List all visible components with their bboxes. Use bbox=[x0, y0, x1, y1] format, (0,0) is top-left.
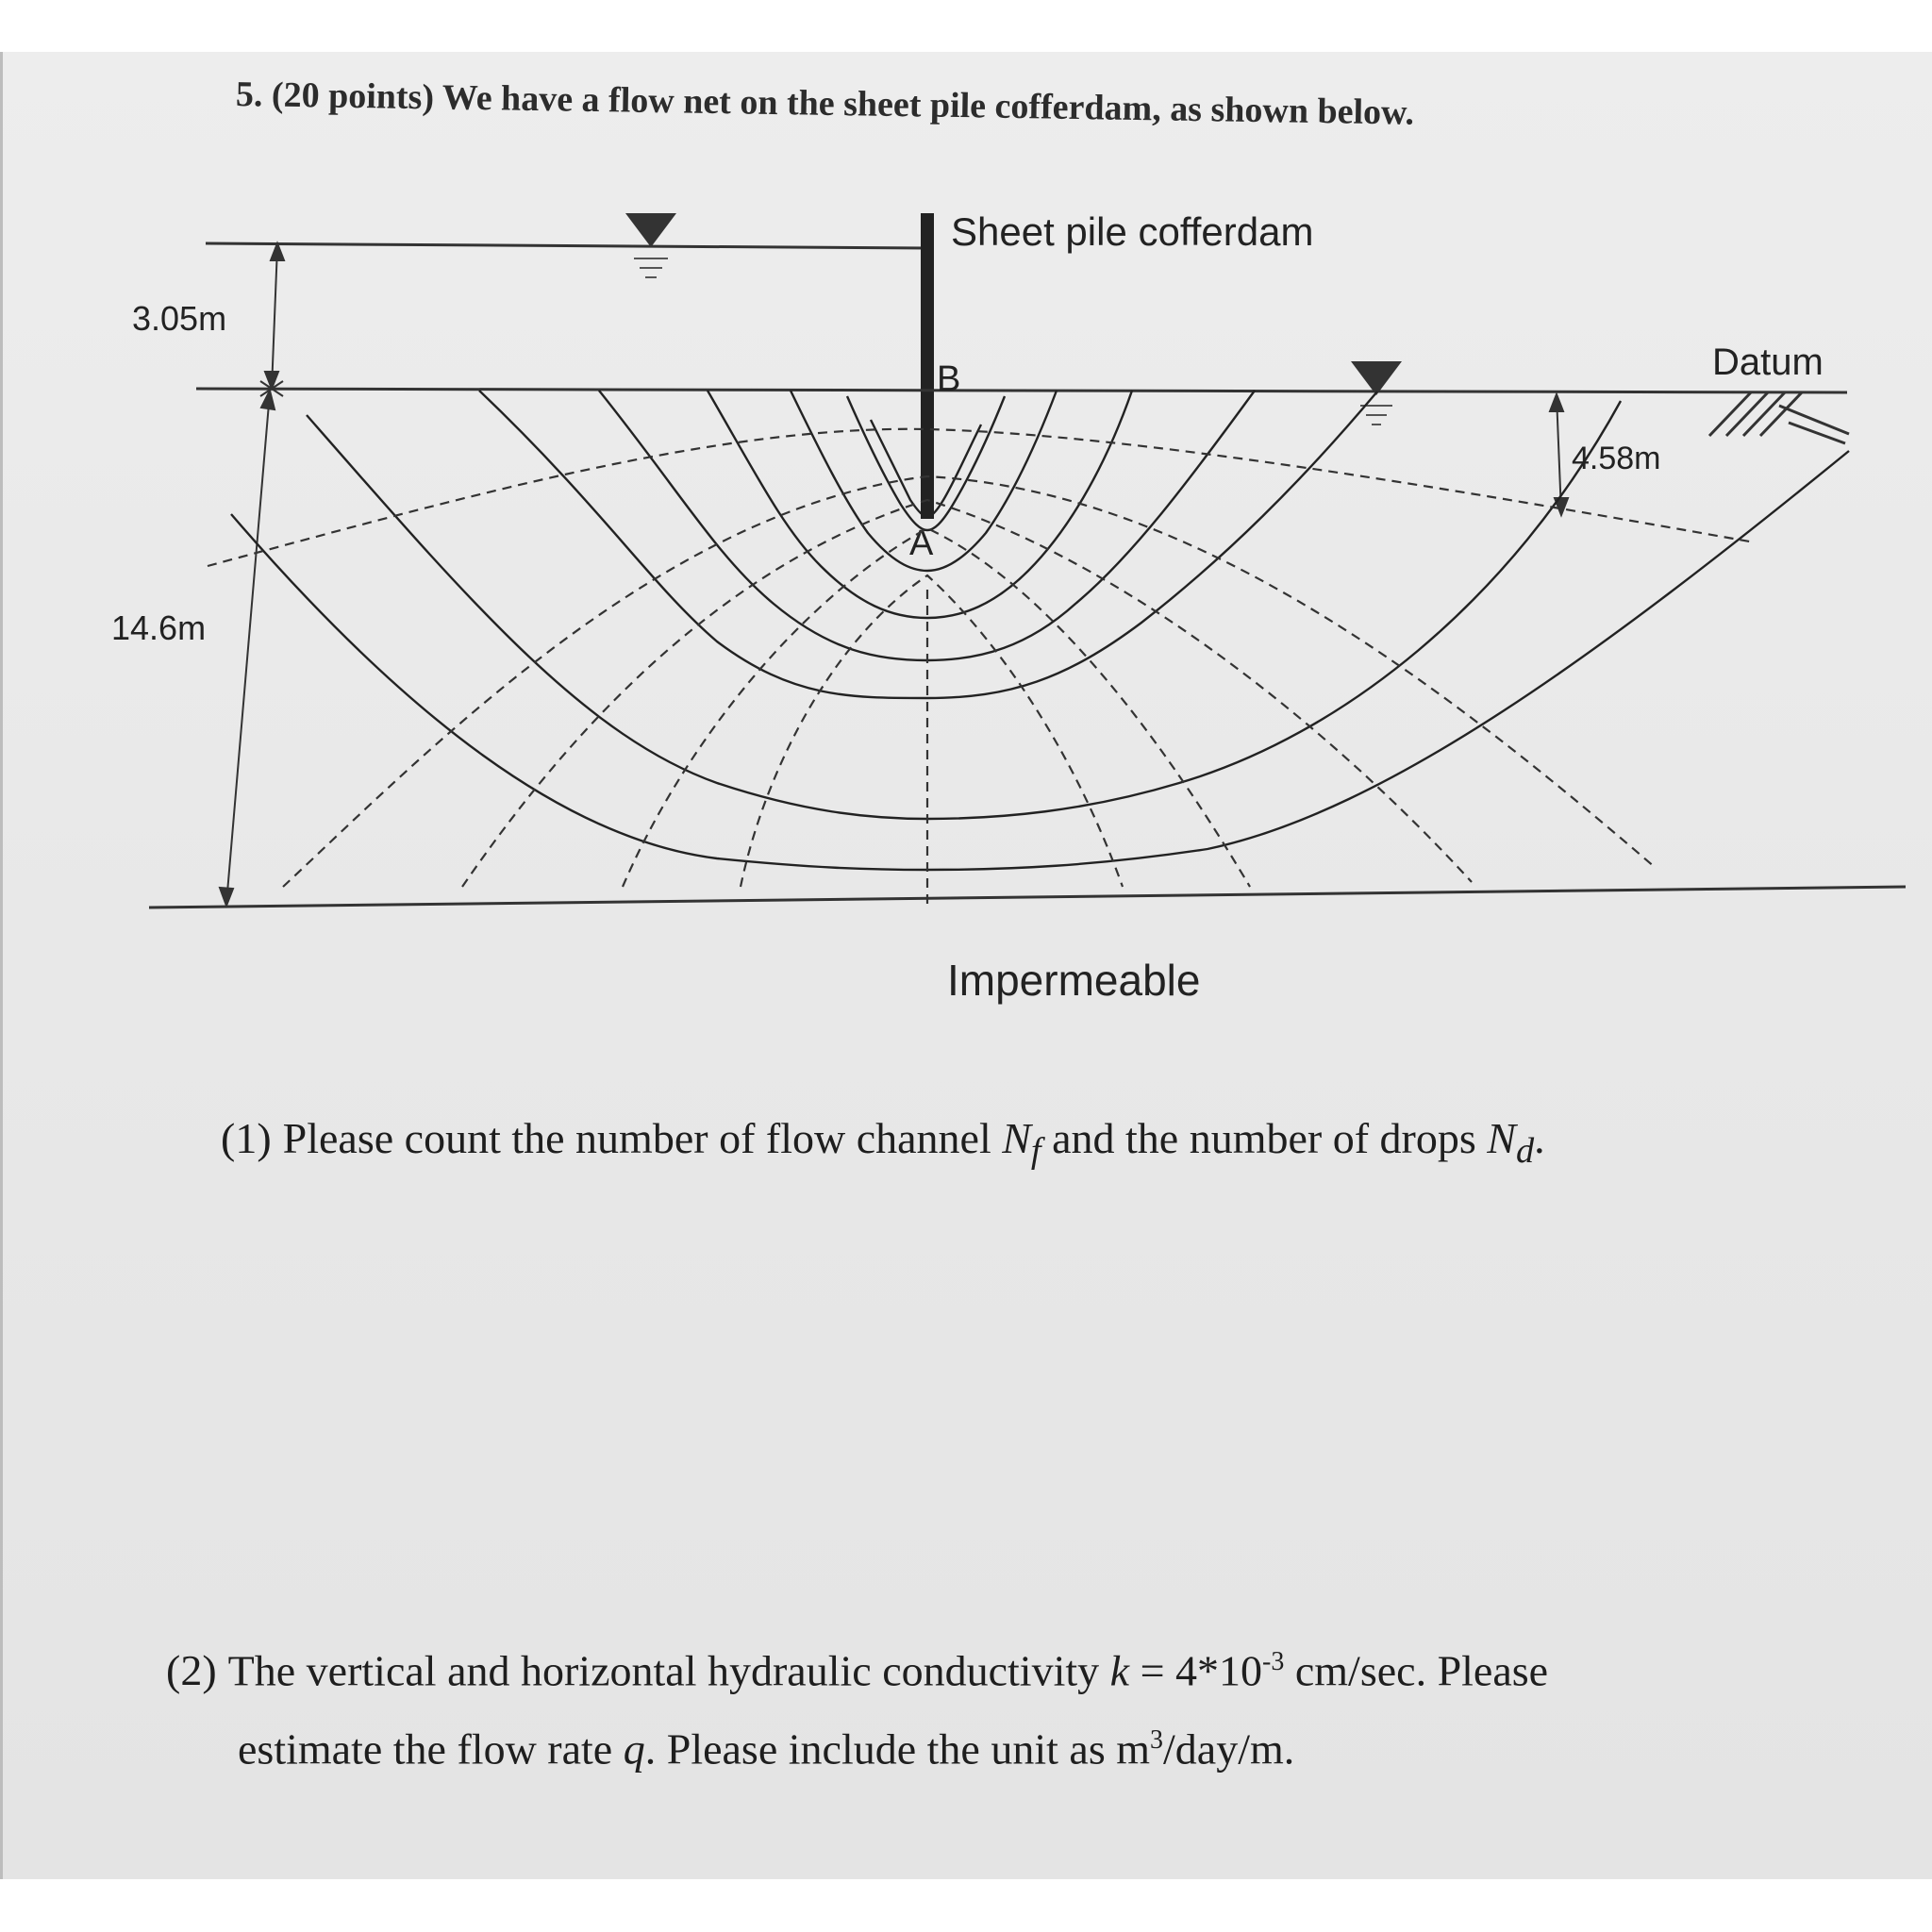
var-q: q bbox=[623, 1724, 645, 1774]
datum-hatch bbox=[1709, 392, 1849, 443]
sheet-pile bbox=[921, 213, 934, 519]
dimension-upstream-head-label: 3.05m bbox=[132, 299, 227, 338]
unit-exponent: 3 bbox=[1150, 1725, 1164, 1756]
sub-question-2 bbox=[166, 1627, 1864, 1785]
sub-question-1-text-a: Please count the number of flow channel bbox=[282, 1114, 1003, 1162]
sub-question-2-text-e: . Please include the unit as m bbox=[644, 1724, 1151, 1774]
datum-label: Datum bbox=[1712, 341, 1824, 383]
var-nd-subscript: d bbox=[1515, 1131, 1535, 1172]
var-nf: N bbox=[1002, 1114, 1031, 1162]
sub-question-2-text-f: /day/m. bbox=[1163, 1724, 1295, 1774]
point-b-label: B bbox=[937, 359, 961, 399]
conductivity-exponent: -3 bbox=[1262, 1647, 1285, 1676]
question-number: 5. bbox=[235, 75, 263, 115]
dimension-depth bbox=[220, 391, 275, 906]
upstream-water-line bbox=[206, 243, 926, 248]
dimension-downstream-label: 4.58m bbox=[1572, 441, 1661, 476]
flow-lines bbox=[208, 429, 1755, 908]
sheet-pile-label: Sheet pile cofferdam bbox=[951, 209, 1314, 254]
sub-question-1 bbox=[221, 1104, 1545, 1186]
var-nd: N bbox=[1487, 1114, 1516, 1162]
sub-question-1-text-b: and the number of drops bbox=[1041, 1114, 1488, 1162]
question-text: (20 points) We have a flow net on the sheet pile cofferdam, as shown below. bbox=[271, 75, 1415, 133]
sub-question-1-text-c: . bbox=[1534, 1114, 1545, 1162]
sub-question-2-text-c: cm/sec. Please bbox=[1284, 1646, 1549, 1695]
upstream-water-symbol bbox=[625, 213, 676, 247]
impermeable-label: Impermeable bbox=[947, 956, 1201, 1005]
point-a-label: A bbox=[909, 524, 934, 563]
dimension-upstream-head bbox=[260, 243, 284, 396]
sub-question-2-text-a: The vertical and horizontal hydraulic conductivity bbox=[227, 1646, 1110, 1695]
sub-question-2-text-d: estimate the flow rate bbox=[238, 1724, 624, 1774]
sub-question-1-label: (1) bbox=[221, 1114, 272, 1162]
sub-question-2-line-2 bbox=[166, 1706, 1864, 1784]
ground-surface-line bbox=[196, 389, 1847, 392]
sub-question-2-label: (2) bbox=[166, 1646, 217, 1695]
var-k: k bbox=[1109, 1646, 1130, 1695]
var-nf-subscript: f bbox=[1030, 1131, 1041, 1172]
dimension-depth-label: 14.6m bbox=[111, 608, 207, 647]
impermeable-layer-line bbox=[149, 887, 1906, 908]
sub-question-2-text-b: = 4*10 bbox=[1129, 1646, 1263, 1695]
